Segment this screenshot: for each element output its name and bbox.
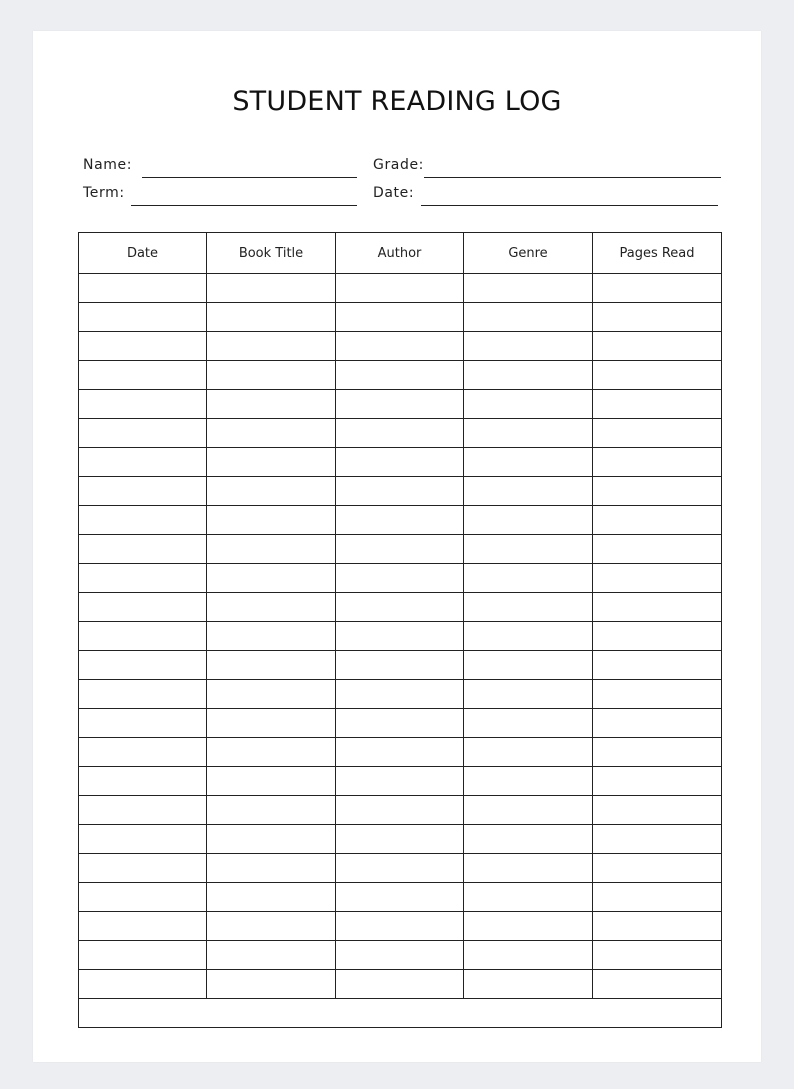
- table-row: [79, 622, 722, 651]
- table-cell[interactable]: [79, 651, 207, 680]
- table-cell[interactable]: [336, 564, 464, 593]
- table-cell[interactable]: [593, 303, 722, 332]
- table-cell[interactable]: [464, 390, 593, 419]
- table-row: [79, 651, 722, 680]
- table-cell[interactable]: [336, 419, 464, 448]
- header-genre: Genre: [464, 233, 593, 274]
- table-cell[interactable]: [207, 883, 336, 912]
- table-cell[interactable]: [79, 477, 207, 506]
- table-cell[interactable]: [336, 825, 464, 854]
- name-label: Name:: [83, 157, 133, 173]
- table-cell[interactable]: [336, 738, 464, 767]
- table-cell[interactable]: [464, 941, 593, 970]
- table-cell[interactable]: [79, 796, 207, 825]
- table-cell[interactable]: [336, 535, 464, 564]
- table-cell[interactable]: [79, 274, 207, 303]
- table-cell[interactable]: [79, 361, 207, 390]
- table-cell[interactable]: [79, 709, 207, 738]
- table-cell[interactable]: [207, 332, 336, 361]
- table-cell[interactable]: [207, 361, 336, 390]
- table-cell[interactable]: [336, 912, 464, 941]
- table-cell[interactable]: [207, 390, 336, 419]
- date-input-line[interactable]: [421, 205, 718, 206]
- header-author: Author: [336, 233, 464, 274]
- name-input-line[interactable]: [142, 177, 357, 178]
- table-cell[interactable]: [336, 883, 464, 912]
- table-cell[interactable]: [593, 883, 722, 912]
- table-cell[interactable]: [79, 390, 207, 419]
- table-cell[interactable]: [336, 390, 464, 419]
- table-row: [79, 564, 722, 593]
- table-row: [79, 419, 722, 448]
- table-row: [79, 361, 722, 390]
- table-cell[interactable]: [336, 361, 464, 390]
- table-cell[interactable]: [464, 680, 593, 709]
- table-cell[interactable]: [593, 535, 722, 564]
- grade-input-line[interactable]: [424, 177, 721, 178]
- table-cell[interactable]: [79, 303, 207, 332]
- table-cell[interactable]: [207, 593, 336, 622]
- table-cell[interactable]: [464, 622, 593, 651]
- table-cell[interactable]: [593, 651, 722, 680]
- table-cell[interactable]: [593, 332, 722, 361]
- table-cell[interactable]: [79, 941, 207, 970]
- table-cell[interactable]: [336, 941, 464, 970]
- table-cell[interactable]: [207, 941, 336, 970]
- table-cell[interactable]: [593, 796, 722, 825]
- table-cell[interactable]: [464, 651, 593, 680]
- table-cell[interactable]: [79, 506, 207, 535]
- table-cell[interactable]: [207, 825, 336, 854]
- table-cell[interactable]: [79, 622, 207, 651]
- table-cell[interactable]: [207, 535, 336, 564]
- table-cell[interactable]: [464, 970, 593, 999]
- table-cell[interactable]: [593, 854, 722, 883]
- table-cell[interactable]: [593, 912, 722, 941]
- term-field: [83, 184, 357, 206]
- table-cell[interactable]: [79, 854, 207, 883]
- table-cell[interactable]: [207, 970, 336, 999]
- table-cell[interactable]: [207, 796, 336, 825]
- table-cell[interactable]: [207, 448, 336, 477]
- table-cell[interactable]: [464, 477, 593, 506]
- table-cell[interactable]: [464, 825, 593, 854]
- table-cell[interactable]: [593, 274, 722, 303]
- table-cell[interactable]: [336, 651, 464, 680]
- table-cell[interactable]: [79, 825, 207, 854]
- table-cell[interactable]: [207, 854, 336, 883]
- table-cell[interactable]: [336, 303, 464, 332]
- header-book-title: Book Title: [207, 233, 336, 274]
- table-cell[interactable]: [79, 883, 207, 912]
- table-cell[interactable]: [464, 796, 593, 825]
- table-row: [79, 796, 722, 825]
- table-row: [79, 448, 722, 477]
- table-cell[interactable]: [79, 535, 207, 564]
- table-cell[interactable]: [207, 709, 336, 738]
- table-row: [79, 593, 722, 622]
- table-cell[interactable]: [79, 970, 207, 999]
- table-cell[interactable]: [336, 593, 464, 622]
- table-cell[interactable]: [336, 767, 464, 796]
- table-cell[interactable]: [464, 332, 593, 361]
- table-cell[interactable]: [464, 709, 593, 738]
- table-cell[interactable]: [207, 912, 336, 941]
- table-cell[interactable]: [464, 419, 593, 448]
- table-cell[interactable]: [336, 506, 464, 535]
- reading-log-table: [78, 232, 722, 1028]
- table-row: [79, 390, 722, 419]
- table-cell[interactable]: [207, 622, 336, 651]
- footer-row: [79, 999, 722, 1028]
- table-cell[interactable]: [79, 419, 207, 448]
- grade-label: Grade:: [373, 157, 425, 173]
- grade-field: [373, 156, 721, 178]
- table-cell[interactable]: [464, 564, 593, 593]
- table-cell[interactable]: [593, 680, 722, 709]
- table-cell[interactable]: [79, 593, 207, 622]
- table-cell[interactable]: [336, 680, 464, 709]
- table-row: [79, 535, 722, 564]
- table-row: [79, 303, 722, 332]
- table-cell[interactable]: [593, 448, 722, 477]
- table-cell[interactable]: [79, 767, 207, 796]
- table-cell[interactable]: [464, 535, 593, 564]
- table-cell[interactable]: [464, 448, 593, 477]
- table-cell[interactable]: [593, 361, 722, 390]
- table-cell[interactable]: [464, 912, 593, 941]
- table-row: [79, 883, 722, 912]
- table-cell[interactable]: [79, 680, 207, 709]
- table-cell[interactable]: [79, 564, 207, 593]
- table-cell[interactable]: [593, 825, 722, 854]
- table-row: [79, 738, 722, 767]
- table-row: [79, 506, 722, 535]
- table-cell[interactable]: [207, 680, 336, 709]
- table-cell[interactable]: [593, 970, 722, 999]
- table-cell[interactable]: [336, 332, 464, 361]
- table-row: [79, 854, 722, 883]
- table-cell[interactable]: [593, 622, 722, 651]
- table-cell[interactable]: [79, 448, 207, 477]
- table-cell[interactable]: [464, 593, 593, 622]
- table-cell[interactable]: [593, 709, 722, 738]
- table-cell[interactable]: [464, 883, 593, 912]
- header-date: Date: [79, 233, 207, 274]
- table-row: [79, 825, 722, 854]
- table-cell[interactable]: [207, 738, 336, 767]
- table-cell[interactable]: [207, 564, 336, 593]
- table-cell[interactable]: [464, 738, 593, 767]
- table-cell[interactable]: [79, 912, 207, 941]
- table-cell[interactable]: [207, 274, 336, 303]
- table-cell[interactable]: [79, 738, 207, 767]
- name-field: [83, 156, 357, 178]
- table-cell[interactable]: [336, 709, 464, 738]
- table-cell[interactable]: [207, 767, 336, 796]
- table-cell[interactable]: [464, 506, 593, 535]
- table-row: [79, 941, 722, 970]
- table-row: [79, 274, 722, 303]
- table-cell[interactable]: [336, 477, 464, 506]
- table-cell[interactable]: [593, 564, 722, 593]
- date-field: [373, 184, 718, 206]
- table-cell[interactable]: [593, 506, 722, 535]
- header-row: [79, 233, 722, 274]
- table-cell[interactable]: [207, 419, 336, 448]
- header-pages-read: Pages Read: [593, 233, 722, 274]
- table-row: [79, 767, 722, 796]
- table-cell[interactable]: [464, 274, 593, 303]
- table-row: [79, 477, 722, 506]
- table-cell[interactable]: [593, 767, 722, 796]
- table-cell[interactable]: [593, 419, 722, 448]
- table-row: [79, 709, 722, 738]
- table-cell[interactable]: [464, 361, 593, 390]
- table-row: [79, 680, 722, 709]
- table-cell[interactable]: [593, 390, 722, 419]
- table-cell[interactable]: [464, 303, 593, 332]
- table-cell[interactable]: [207, 303, 336, 332]
- table-cell[interactable]: [593, 593, 722, 622]
- page-title: STUDENT READING LOG: [232, 86, 562, 117]
- table-cell[interactable]: [207, 506, 336, 535]
- table-row: [79, 332, 722, 361]
- table-row: [79, 912, 722, 941]
- table-cell[interactable]: [336, 448, 464, 477]
- table-cell[interactable]: [593, 477, 722, 506]
- table-cell[interactable]: [464, 767, 593, 796]
- table-row: [79, 970, 722, 999]
- table-cell[interactable]: [79, 332, 207, 361]
- table-cell[interactable]: [336, 970, 464, 999]
- date-label: Date:: [373, 185, 415, 201]
- footer-cell[interactable]: [79, 999, 722, 1028]
- table-cell[interactable]: [593, 941, 722, 970]
- table-cell[interactable]: [336, 796, 464, 825]
- table-cell[interactable]: [207, 477, 336, 506]
- table-cell[interactable]: [336, 622, 464, 651]
- table-cell[interactable]: [336, 854, 464, 883]
- table-cell[interactable]: [593, 738, 722, 767]
- table-cell[interactable]: [336, 274, 464, 303]
- term-input-line[interactable]: [131, 205, 357, 206]
- table-cell[interactable]: [207, 651, 336, 680]
- term-label: Term:: [83, 185, 125, 201]
- table-cell[interactable]: [464, 854, 593, 883]
